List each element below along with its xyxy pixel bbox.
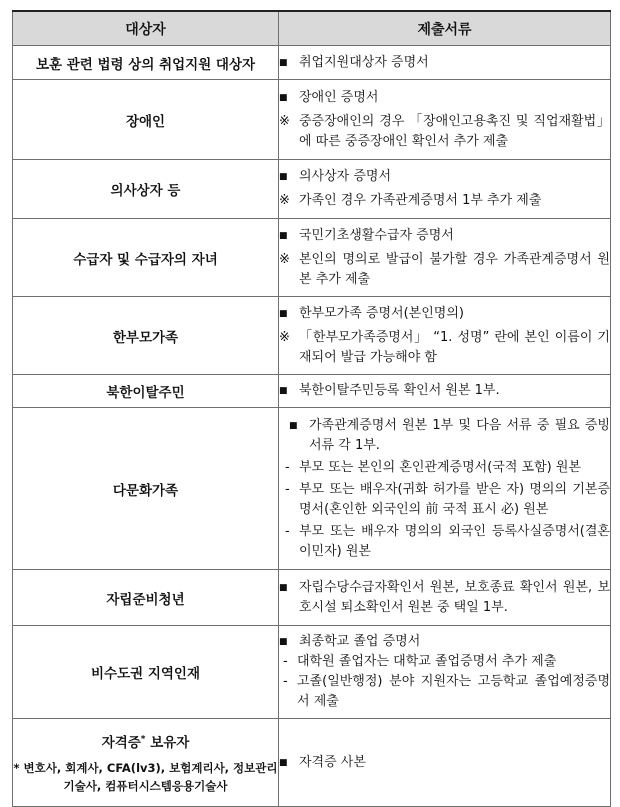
documents-cell: ■ 의사상자 증명서 ※ 가족인 경우 가족관계증명서 1부 추가 제출 (279, 160, 611, 219)
bullet-icon: ■ (279, 308, 288, 319)
target-title: 자격증* 보유자 (101, 734, 190, 751)
bullet-icon: ■ (279, 386, 288, 396)
bullet-icon: ■ (279, 757, 288, 768)
documents-cell: ■ 장애인 증명서 ※ 중증장애인의 경우 「장애인고용촉진 및 직업재활법」에 따른 중증장애인 확인서 추가 제출 (279, 80, 611, 160)
target-cell: 다문화가족 (13, 408, 279, 570)
documents-cell: ■ 취업지원대상자 증명서 (279, 46, 611, 80)
target-cell: 수급자 및 수급자의 자녀 (13, 219, 279, 297)
note-icon: ※ (279, 329, 290, 345)
target-cell: 비수도권 지역인재 (13, 626, 279, 719)
documents-cell: ■ 북한이탈주민등록 확인서 원본 1부. (279, 375, 611, 408)
target-cell: 보훈 관련 법령 상의 취업지원 대상자 (13, 46, 279, 80)
table-row (13, 219, 611, 297)
target-footnote: * 변호사, 회계사, CFA(lv3), 보험계리사, 정보관리기술사, 컴퓨터시스템응용기술사 (13, 760, 278, 793)
submission-documents-table (12, 10, 611, 807)
documents-cell: ■ 가족관계증명서 원본 1부 및 다음 서류 중 필요 증빙서류 각 1부. - 부모 또는 본인의 혼인관계증명서(국적 포함) 원본 - 부모 또는 배우자(귀화 허가를 받은 자) 명의의 기본증명서(혼인한 외국인의 前 국적 표시 必) 원본 - 부모 또는 배우자 명의의 외국인 등록사실증명서(결혼이민자) 원본 (279, 408, 611, 570)
target-cell (13, 719, 279, 807)
documents-cell: ■ 최종학교 졸업 증명서 - 대학원 졸업자는 대학교 졸업증명서 추가 제출 - 고졸(일반행정) 분야 지원자는 고등학교 졸업예정증명서 제출 (279, 626, 611, 719)
bullet-icon: ■ (279, 230, 288, 241)
target-cell: 북한이탈주민 (13, 375, 279, 408)
bullet-icon: ■ (279, 637, 288, 647)
table-row (13, 570, 611, 626)
header-target: 대상자 (13, 11, 279, 46)
documents-cell: ■ 자립수당수급자확인서 원본, 보호종료 확인서 원본, 보호시설 퇴소확인서 원본 중 택일 1부. (279, 570, 611, 626)
dash-icon: - (283, 674, 288, 689)
table-row (13, 46, 611, 80)
table-row (13, 160, 611, 219)
dash-icon: - (285, 459, 290, 475)
bullet-icon: ■ (279, 582, 288, 593)
bullet-icon: ■ (279, 57, 288, 68)
table-row (13, 80, 611, 160)
header-row (13, 11, 611, 46)
table-row (13, 719, 611, 807)
target-cell: 장애인 (13, 80, 279, 160)
table-row (13, 375, 611, 408)
note-icon: ※ (279, 113, 290, 129)
target-cell: 의사상자 등 (13, 160, 279, 219)
target-cell: 한부모가족 (13, 297, 279, 375)
documents-cell: ■ 자격증 사본 (279, 719, 611, 807)
bullet-icon: ■ (289, 420, 298, 431)
target-cell: 자립준비청년 (13, 570, 279, 626)
footnote-mark: * (140, 734, 146, 744)
table-row (13, 297, 611, 375)
bullet-icon: ■ (279, 172, 288, 182)
documents-cell: ■ 한부모가족 증명서(본인명의) ※ 「한부모가족증명서」 “1. 성명” 란에 본인 이름이 기재되어 발급 가능해야 함 (279, 297, 611, 375)
table-row (13, 626, 611, 719)
dash-icon: - (285, 523, 290, 539)
documents-cell: ■ 국민기초생활수급자 증명서 ※ 본인의 명의로 발급이 불가할 경우 가족관계증명서 원본 추가 제출 (279, 219, 611, 297)
dash-icon: - (283, 654, 288, 669)
dash-icon: - (285, 481, 290, 497)
header-documents: 제출서류 (279, 11, 611, 46)
note-icon: ※ (279, 193, 290, 208)
bullet-icon: ■ (279, 92, 288, 103)
table-row (13, 408, 611, 570)
note-icon: ※ (279, 251, 290, 267)
